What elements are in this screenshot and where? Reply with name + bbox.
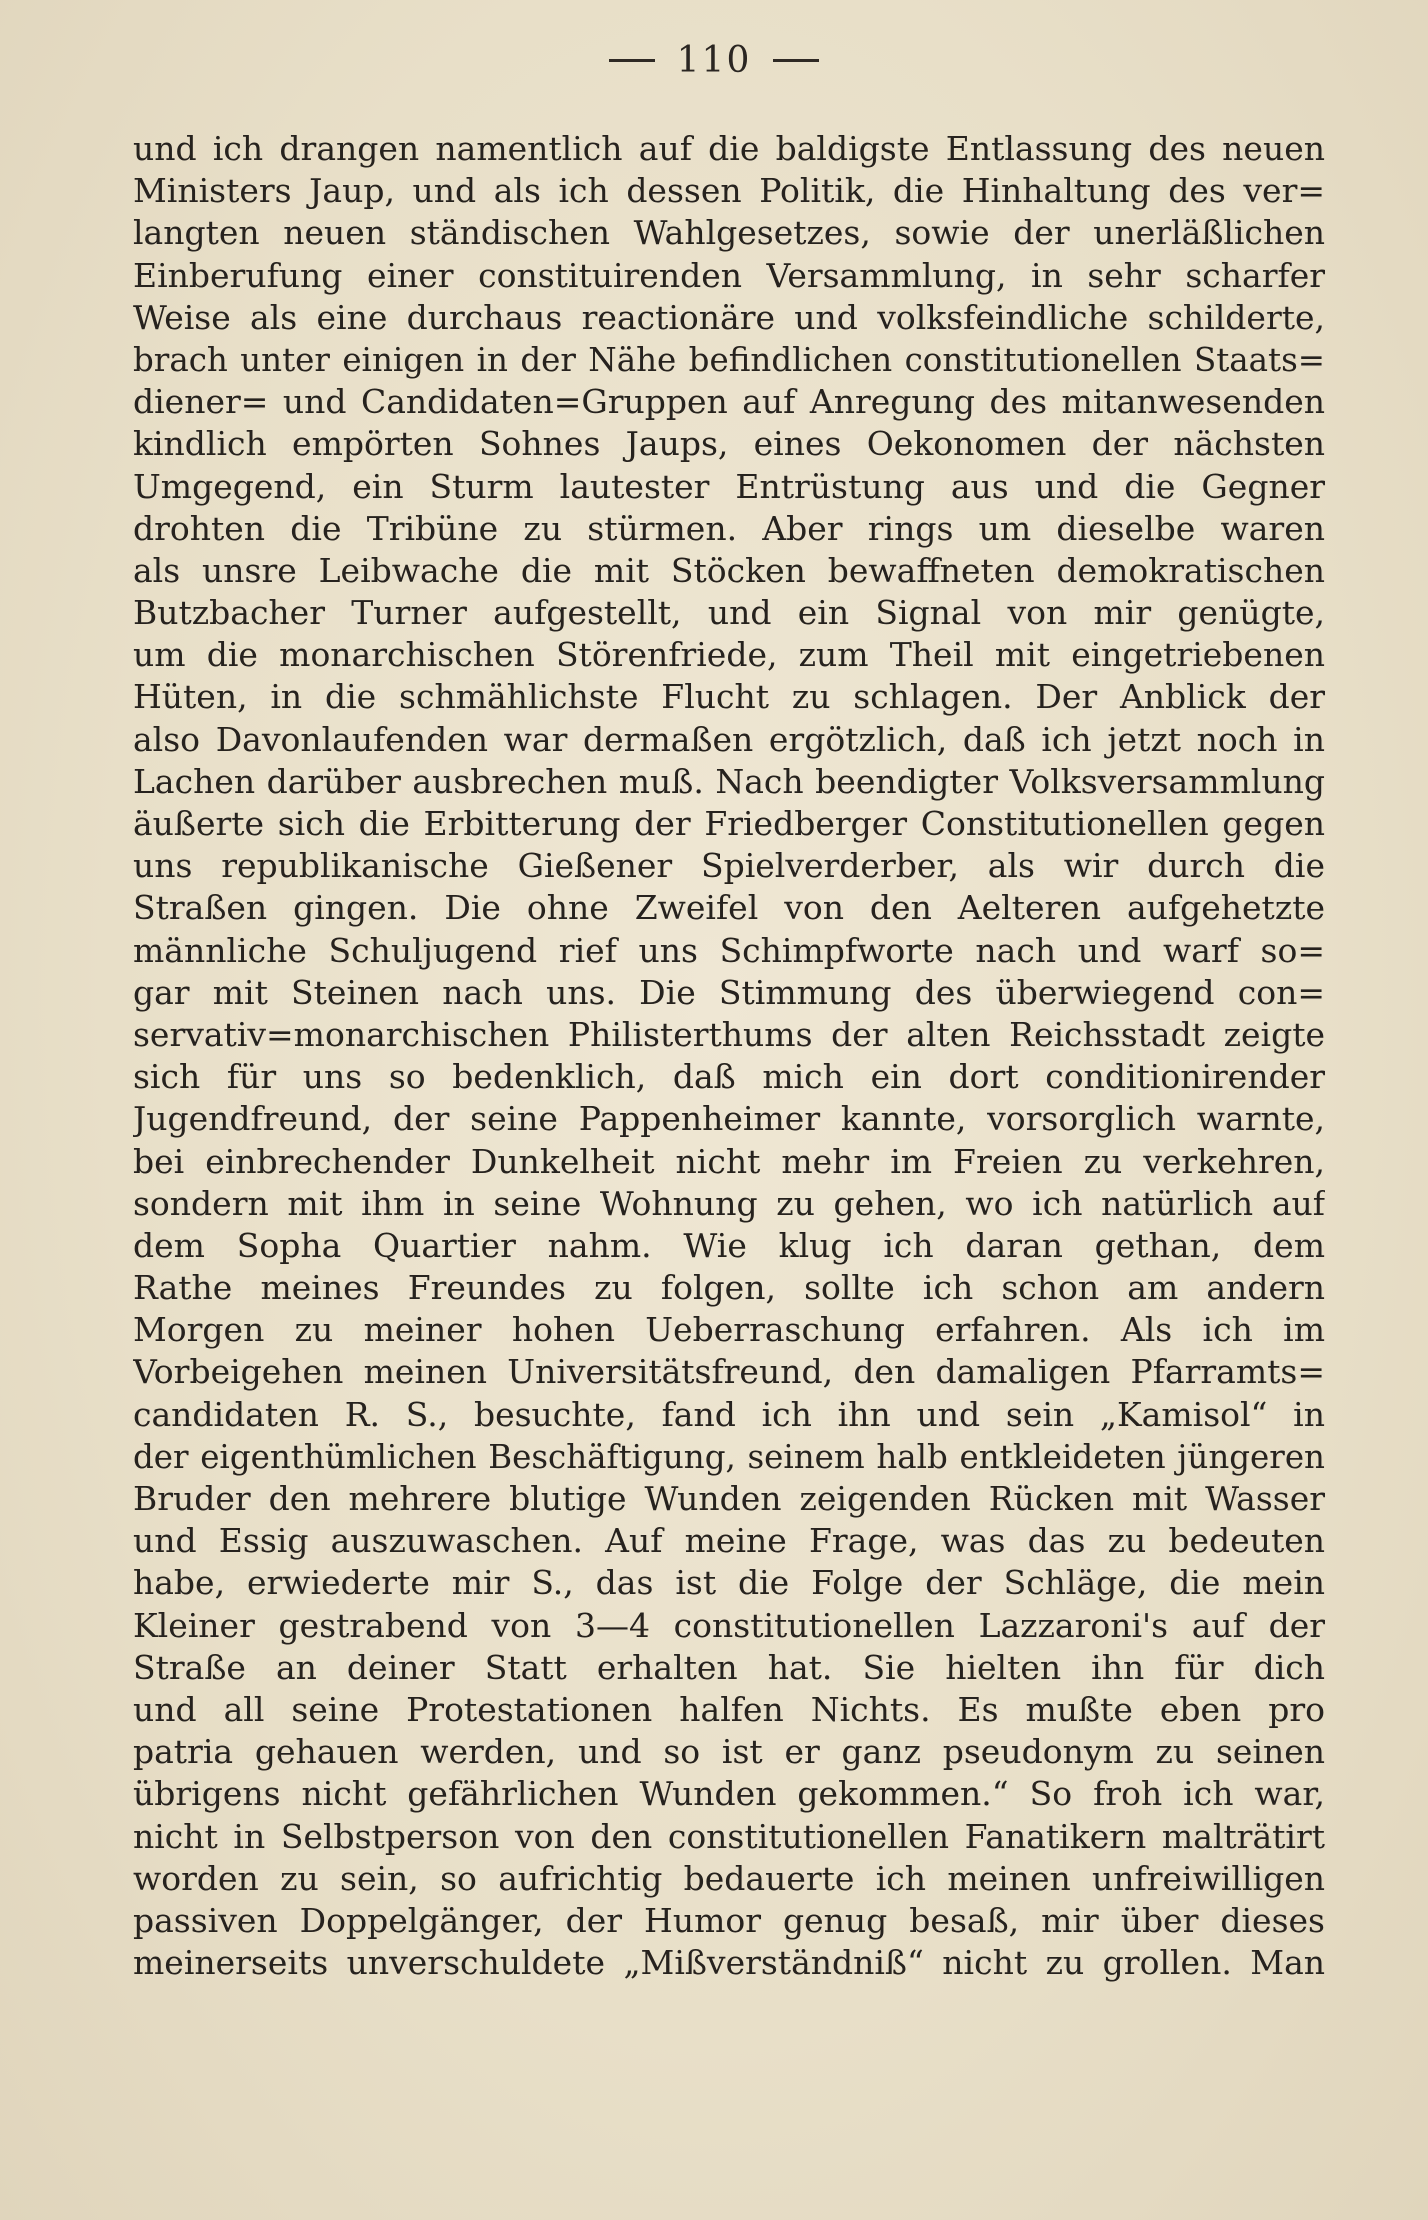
text-line: Ministers Jaup, und als ich dessen Politik, die Hinhaltung des ver= xyxy=(133,171,1325,211)
text-line: kindlich empörten Sohnes Jaups, eines Oekonomen der nächsten xyxy=(133,424,1325,464)
text-line: bei einbrechender Dunkelheit nicht mehr im Freien zu verkehren, xyxy=(133,1141,1325,1181)
text-line: der eigenthümlichen Beschäftigung, seinem halb entkleideten jüngeren xyxy=(133,1437,1325,1476)
text-line: also Davonlaufenden war dermaßen ergötzlich, daß ich jetzt noch in xyxy=(133,719,1325,759)
text-line: Bruder den mehrere blutige Wunden zeigenden Rücken mit Wasser xyxy=(133,1479,1325,1518)
text-line: männliche Schuljugend rief uns Schimpfworte nach und warf so= xyxy=(133,930,1325,970)
page-header xyxy=(0,30,1428,90)
text-line: gar mit Steinen nach uns. Die Stimmung des überwiegend con= xyxy=(133,972,1325,1012)
text-line: drohten die Tribüne zu stürmen. Aber rings um dieselbe waren xyxy=(133,508,1325,548)
text-line: worden zu sein, so aufrichtig bedauerte ich meinen unfreiwilligen xyxy=(133,1858,1325,1898)
text-line: äußerte sich die Erbitterung der Friedberger Constitutionellen gegen xyxy=(133,804,1325,843)
text-line: und Essig auszuwaschen. Auf meine Frage, was das zu bedeuten xyxy=(133,1521,1325,1561)
text-line: langten neuen ständischen Wahlgesetzes, sowie der unerläßlichen xyxy=(133,213,1325,253)
text-line: Jugendfreund, der seine Pappenheimer kannte, vorsorglich warnte, xyxy=(133,1099,1325,1139)
text-line: Morgen zu meiner hohen Ueberraschung erfahren. Als ich im xyxy=(133,1310,1325,1350)
text-line: candidaten R. S., besuchte, fand ich ihn und sein „Kamisol“ in xyxy=(133,1394,1325,1434)
text-line: übrigens nicht gefährlichen Wunden gekommen.“ So froh ich war, xyxy=(133,1774,1325,1814)
text-line: Vorbeigehen meinen Universitätsfreund, den damaligen Pfarramts= xyxy=(133,1352,1325,1392)
text-line: sondern mit ihm in seine Wohnung zu gehen, wo ich natürlich auf xyxy=(133,1183,1325,1223)
text-line: Straßen gingen. Die ohne Zweifel von den Aelteren aufgehetzte xyxy=(133,888,1325,928)
text-line: und ich drangen namentlich auf die baldigste Entlassung des neuen xyxy=(133,129,1325,168)
text-line: habe, erwiederte mir S., das ist die Folge der Schläge, die mein xyxy=(133,1563,1325,1603)
text-line: als unsre Leibwache die mit Stöcken bewaffneten demokratischen xyxy=(133,550,1325,590)
text-line: sich für uns so bedenklich, daß mich ein dort conditionirender xyxy=(133,1057,1325,1097)
text-line: dem Sopha Quartier nahm. Wie klug ich daran gethan, dem xyxy=(133,1225,1325,1265)
text-line: Straße an deiner Statt erhalten hat. Sie hielten ihn für dich xyxy=(133,1647,1325,1687)
text-line: und all seine Protestationen halfen Nichts. Es mußte eben pro xyxy=(133,1689,1325,1729)
text-line: Lachen darüber ausbrechen muß. Nach beendigter Volksversammlung xyxy=(133,761,1325,801)
text-line: patria gehauen werden, und so ist er ganz pseudonym zu seinen xyxy=(133,1732,1325,1772)
text-line: meinerseits unverschuldete „Mißverständniß“ nicht zu grollen. Man xyxy=(133,1943,1325,1983)
text-line: passiven Doppelgänger, der Humor genug besaß, mir über dieses xyxy=(133,1900,1325,1940)
left-dash xyxy=(609,59,655,62)
text-line: brach unter einigen in der Nähe befindlichen constitutionellen Staats= xyxy=(133,340,1325,379)
text-line: Hüten, in die schmählichste Flucht zu schlagen. Der Anblick der xyxy=(133,677,1325,717)
text-line: um die monarchischen Störenfriede, zum Theil mit eingetriebenen xyxy=(133,635,1325,675)
right-dash xyxy=(773,59,819,62)
text-line: nicht in Selbstperson von den constitutionellen Fanatikern malträtirt xyxy=(133,1816,1325,1856)
text-line: diener= und Candidaten=Gruppen auf Anregung des mitanwesenden xyxy=(133,382,1325,422)
text-line: Weise als eine durchaus reactionäre und volksfeindliche schilderte, xyxy=(133,297,1325,337)
text-line: Umgegend, ein Sturm lautester Entrüstung aus und die Gegner xyxy=(133,466,1325,506)
body-text xyxy=(133,128,1325,1984)
text-line: Butzbacher Turner aufgestellt, und ein Signal von mir genügte, xyxy=(133,593,1325,633)
text-line: Rathe meines Freundes zu folgen, sollte ich schon am andern xyxy=(133,1268,1325,1308)
text-line: Einberufung einer constituirenden Versammlung, in sehr scharfer xyxy=(133,255,1325,295)
page-number: 110 xyxy=(676,39,752,81)
text-line: servativ=monarchischen Philisterthums der alten Reichsstadt zeigte xyxy=(133,1014,1325,1054)
text-line: uns republikanische Gießener Spielverderber, als wir durch die xyxy=(133,846,1325,886)
text-line: Kleiner gestrabend von 3—4 constitutionellen Lazzaroni's auf der xyxy=(133,1605,1325,1645)
